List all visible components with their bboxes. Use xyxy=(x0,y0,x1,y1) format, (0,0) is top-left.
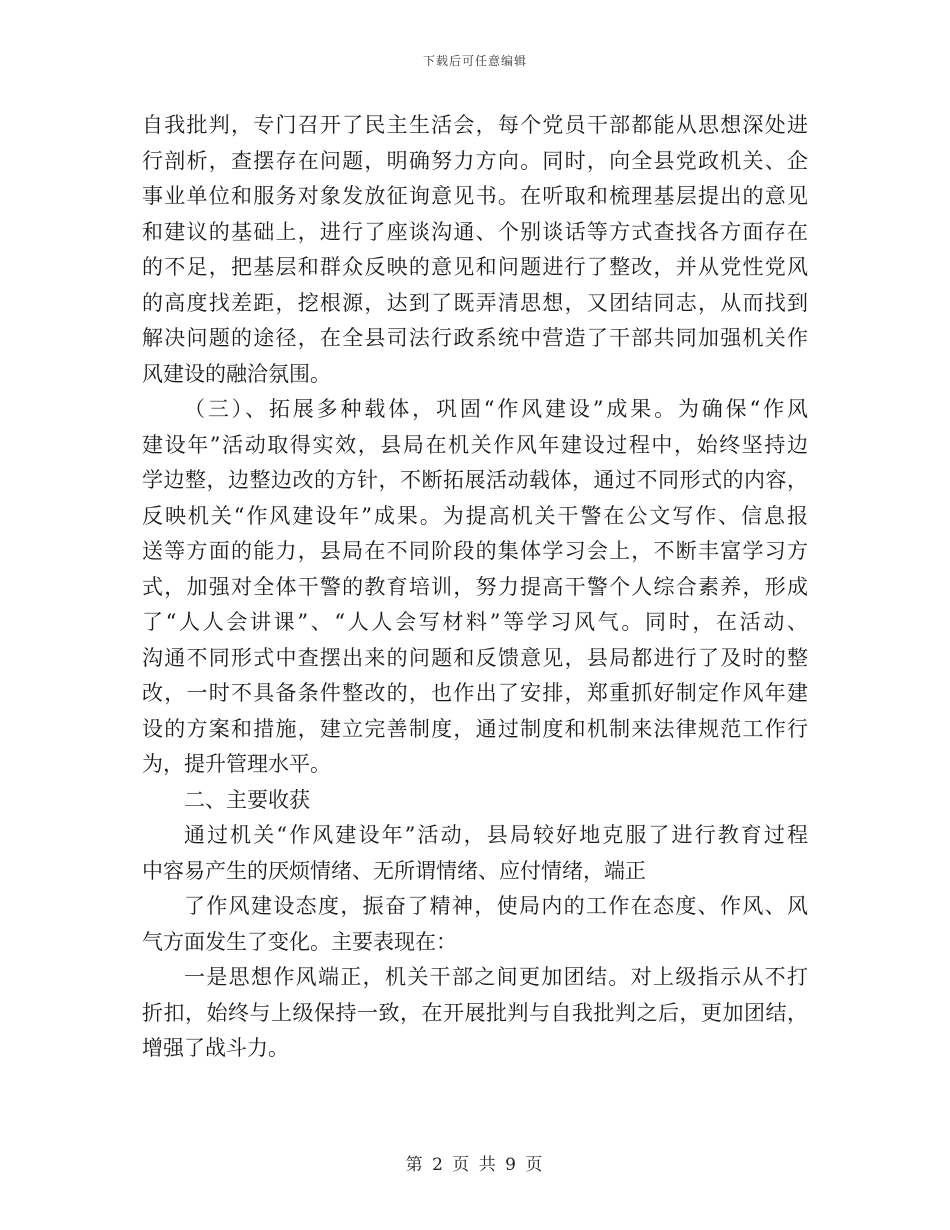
text-line: 学边整，边整边改的方针，不断拓展活动载体，通过不同形式的内容， xyxy=(142,468,808,492)
text-line: 事业单位和服务对象发放征询意见书。在听取和梳理基层提出的意见 xyxy=(142,184,808,208)
paragraph xyxy=(142,392,808,783)
text-line: 一是思想作风端正，机关干部之间更加团结。对上级指示从不打 xyxy=(184,965,808,989)
text-line: 沟通不同形式中查摆出来的问题和反馈意见，县局都进行了及时的整 xyxy=(142,645,808,670)
paragraph xyxy=(142,108,808,392)
paragraph xyxy=(142,960,808,1067)
text-line: 增强了战斗力。 xyxy=(142,1036,289,1060)
text-line: 了“人人会讲课”、“人人会写材料”等学习风气。同时，在活动、 xyxy=(142,610,808,634)
text-line: 式，加强对全体干警的教育培训，努力提高干警个人综合素养，形成 xyxy=(142,574,808,599)
text-line: 设的方案和措施，建立完善制度，通过制度和机制来法律规范工作行 xyxy=(142,716,808,741)
text-line: 解决问题的途径，在全县司法行政系统中营造了干部共同加强机关作 xyxy=(142,326,808,350)
text-line: 自我批判，专门召开了民主生活会，每个党员干部都能从思想深处进 xyxy=(142,113,808,137)
text-line: 改，一时不具备条件整改的，也作出了安排，郑重抓好制定作风年建 xyxy=(142,681,808,705)
text-line: 通过机关“作风建设年”活动，县局较好地克服了进行教育过程 xyxy=(184,823,808,847)
text-line: 和建议的基础上，进行了座谈沟通、个别谈话等方式查找各方面存在 xyxy=(142,219,808,244)
text-line: 行剖析，查摆存在问题，明确努力方向。同时，向全县党政机关、企 xyxy=(142,148,808,173)
text-line: （三）、拓展多种载体，巩固“作风建设”成果。为确保“作风 xyxy=(184,397,808,421)
page-number: 第 2 页 共 9 页 xyxy=(405,1155,545,1175)
paragraph xyxy=(142,818,808,889)
text-line: 为，提升管理水平。 xyxy=(142,752,331,776)
page-header: 下载后可任意编辑 xyxy=(422,54,527,68)
text-line: 中容易产生的厌烦情绪、无所谓情绪、应付情绪，端正 xyxy=(142,858,646,883)
text-line: 建设年”活动取得实效，县局在机关作风年建设过程中，始终坚持边 xyxy=(142,432,808,457)
document-body xyxy=(142,108,808,1067)
paragraph xyxy=(142,889,808,960)
heading-text: 二、主要收获 xyxy=(184,787,310,812)
text-line: 反映机关“作风建设年”成果。为提高机关干警在公文写作、信息报 xyxy=(142,503,808,528)
text-line: 送等方面的能力，县局在不同阶段的集体学习会上，不断丰富学习方 xyxy=(142,539,808,563)
text-line: 了作风建设态度，振奋了精神，使局内的工作在态度、作风、风 xyxy=(184,894,808,918)
text-line: 折扣，始终与上级保持一致，在开展批判与自我批判之后，更加团结， xyxy=(142,1000,808,1025)
text-line: 的不足，把基层和群众反映的意见和问题进行了整改，并从党性党风 xyxy=(142,255,808,279)
section-heading xyxy=(142,783,808,819)
text-line: 气方面发生了变化。主要表现在： xyxy=(142,929,457,954)
text-line: 风建设的融洽氛围。 xyxy=(142,361,331,386)
text-line: 的高度找差距，挖根源，达到了既弄清思想，又团结同志，从而找到 xyxy=(142,290,808,315)
